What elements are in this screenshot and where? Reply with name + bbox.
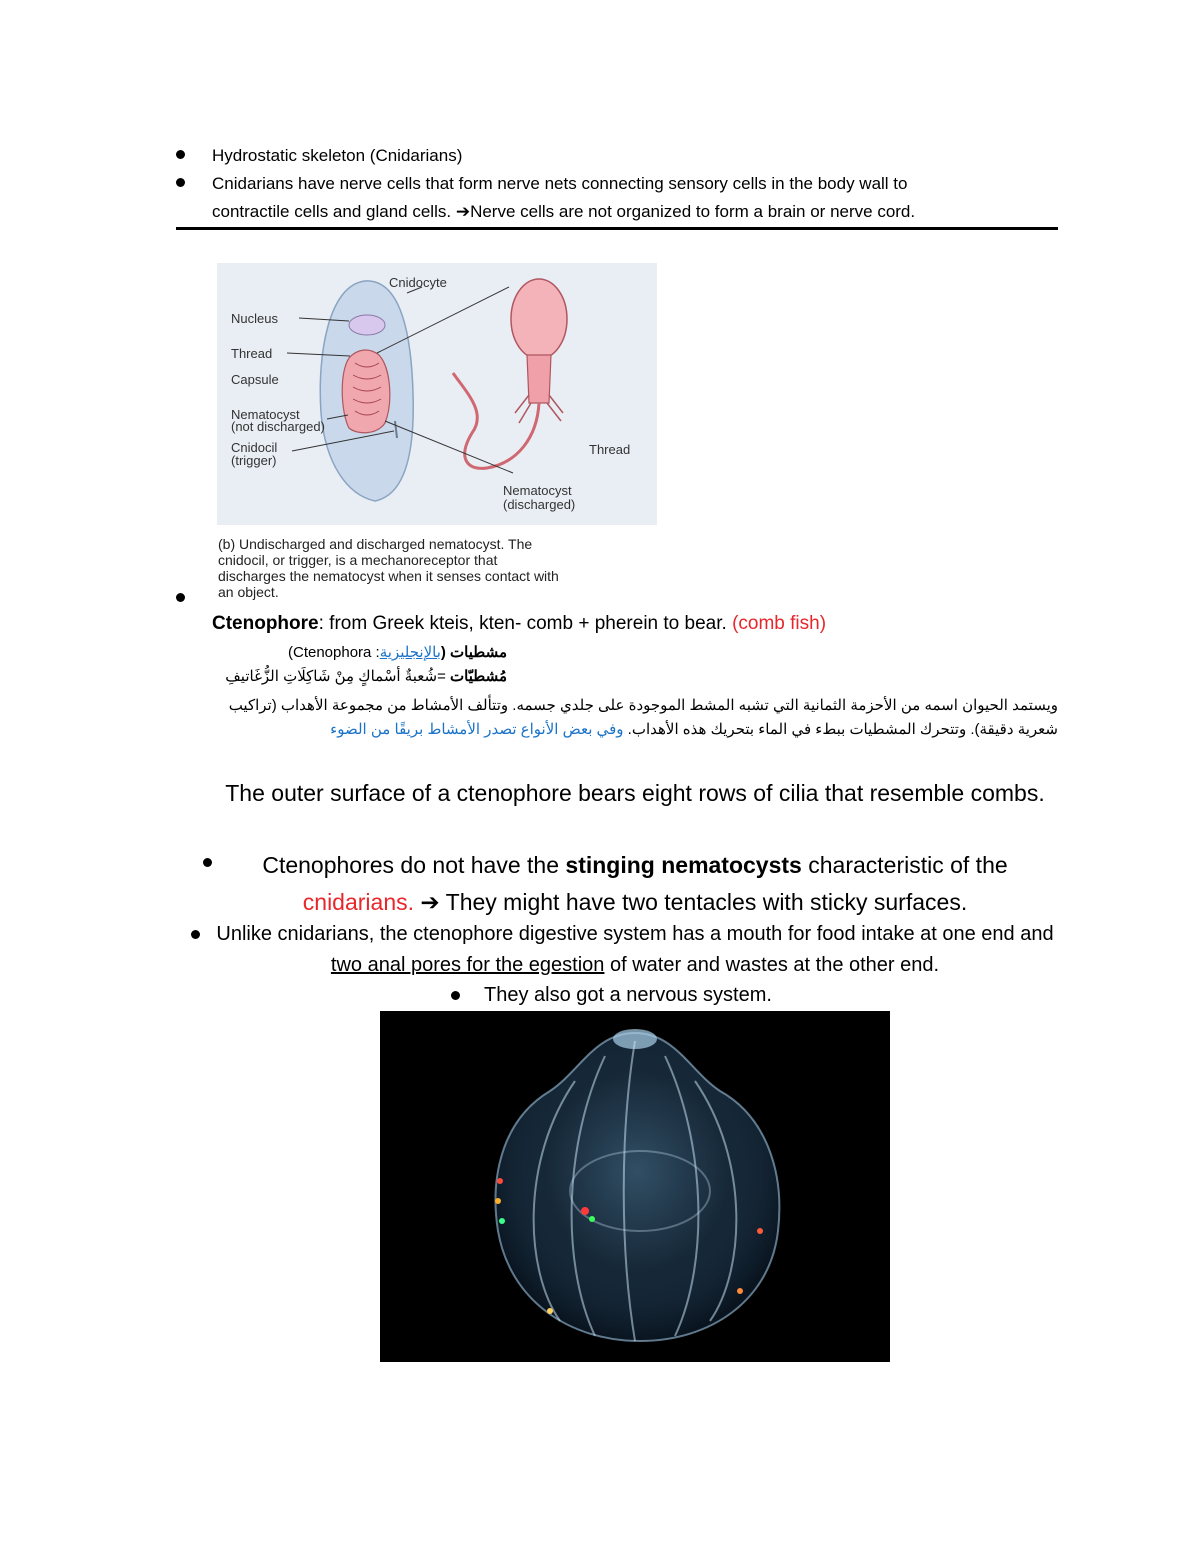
ctenophore-image bbox=[380, 1011, 890, 1362]
ctenophore-photo bbox=[380, 1011, 890, 1362]
arabic-subtitle-bold: مُشطيّات bbox=[450, 668, 507, 685]
outer-surface-paragraph: The outer surface of a ctenophore bears eight rows of cilia that resemble combs. bbox=[225, 780, 1045, 806]
bullet-dot bbox=[176, 178, 185, 187]
label-discharged: (discharged) bbox=[503, 497, 576, 512]
bullet-dot bbox=[176, 593, 185, 602]
bullet-dot bbox=[203, 858, 212, 867]
caption-line: cnidocil, or trigger, is a mechanoreceptor that bbox=[218, 552, 498, 568]
bullet-dot bbox=[451, 991, 460, 1000]
arabic-subtitle-rest: =شُعبةٌ أسْماكٍ مِنْ شَاكِلَاتِ الزُّغَاتيفِ bbox=[225, 668, 451, 685]
nerve-organization-text: Nerve cells are not organized to form a brain or nerve cord. bbox=[470, 202, 916, 221]
label-nematocyst-nd: Nematocyst bbox=[231, 407, 300, 422]
horizontal-rule bbox=[176, 227, 1058, 230]
b1-a: Ctenophores do not have the bbox=[262, 852, 566, 878]
label-thread-right: Thread bbox=[589, 442, 631, 457]
label-trigger: (trigger) bbox=[231, 453, 277, 468]
label-cnidocil: Cnidocil bbox=[231, 440, 278, 455]
bullet-nerve-cells: Cnidarians have nerve cells that form nerve nets connecting sensory cells in the body wall to bbox=[212, 174, 908, 193]
b1-c: They might have two tentacles with sticky surfaces. bbox=[439, 889, 968, 915]
arabic-title bbox=[212, 641, 507, 665]
label-cnidocyte: Cnidocyte bbox=[389, 275, 447, 290]
bullet-dot bbox=[176, 150, 185, 159]
label-nucleus: Nucleus bbox=[231, 311, 278, 326]
label-not-discharged: (not discharged) bbox=[231, 419, 325, 434]
bullet-digestive-system bbox=[212, 919, 1058, 981]
arrow-icon: ➔ bbox=[455, 202, 471, 221]
comb-fish-note: (comb fish) bbox=[732, 613, 827, 634]
b1-bold: stinging nematocysts bbox=[565, 852, 802, 878]
caption-line: (b) Undischarged and discharged nematocyst. The bbox=[218, 536, 533, 552]
arabic-paragraph-text: ويستمد الحيوان اسمه من الأحزمة الثمانية التي تشبه المشط الموجودة على جلدي جسمه. وتتألف الأمشاط من مجموعة الأهداب (تراكيب شعرية دقيقة). وتتحرك المشطيات ببطء في الماء بتحريك هذه الأهداب. bbox=[228, 697, 1058, 738]
bullet-no-nematocysts bbox=[212, 847, 1058, 921]
bullet-hydrostatic: Hydrostatic skeleton (Cnidarians) bbox=[212, 146, 463, 165]
label-nematocyst-d: Nematocyst bbox=[503, 483, 572, 498]
caption-line: an object. bbox=[218, 584, 279, 600]
b1-b: characteristic of the bbox=[801, 852, 1008, 878]
arabic-title-a: مشطيات ( bbox=[440, 644, 507, 661]
ctenophore-term: Ctenophore bbox=[212, 613, 319, 634]
arabic-paragraph bbox=[212, 694, 1058, 742]
bullet-nervous-system: They also got a nervous system. bbox=[484, 984, 772, 1006]
wiki-link[interactable]: بالإنجليزية bbox=[379, 644, 441, 661]
contractile-text: contractile cells and gland cells. bbox=[212, 202, 452, 221]
label-capsule: Capsule bbox=[231, 372, 279, 387]
arrow-icon: ➔ bbox=[420, 889, 440, 915]
bullet-dot bbox=[191, 930, 200, 939]
caption-line: discharges the nematocyst when it senses contact with bbox=[218, 568, 559, 584]
b2-underline: two anal pores for the egestion bbox=[330, 954, 605, 976]
bullet-nerve-cells-cont bbox=[212, 198, 915, 226]
arabic-paragraph-blue: وفي بعض الأنواع تصدر الأمشاط بريقًا من الضوء bbox=[330, 721, 628, 738]
arabic-title-b: : Ctenophora) bbox=[287, 644, 380, 661]
nematocyst-figure bbox=[217, 263, 657, 525]
cnidarians-red: cnidarians. bbox=[302, 889, 415, 915]
ctenophore-definition bbox=[212, 612, 826, 636]
ctenophore-etymology: : from Greek kteis, kten- comb + pherein to bear. bbox=[318, 613, 727, 634]
b2-b: of water and wastes at the other end. bbox=[604, 954, 940, 976]
arabic-subtitle bbox=[212, 665, 507, 689]
figure-caption bbox=[218, 536, 668, 600]
label-thread: Thread bbox=[231, 346, 273, 361]
nematocyst-diagram bbox=[217, 263, 657, 525]
b2-a: Unlike cnidarians, the ctenophore digestive system has a mouth for food intake at one end and bbox=[216, 923, 1054, 945]
